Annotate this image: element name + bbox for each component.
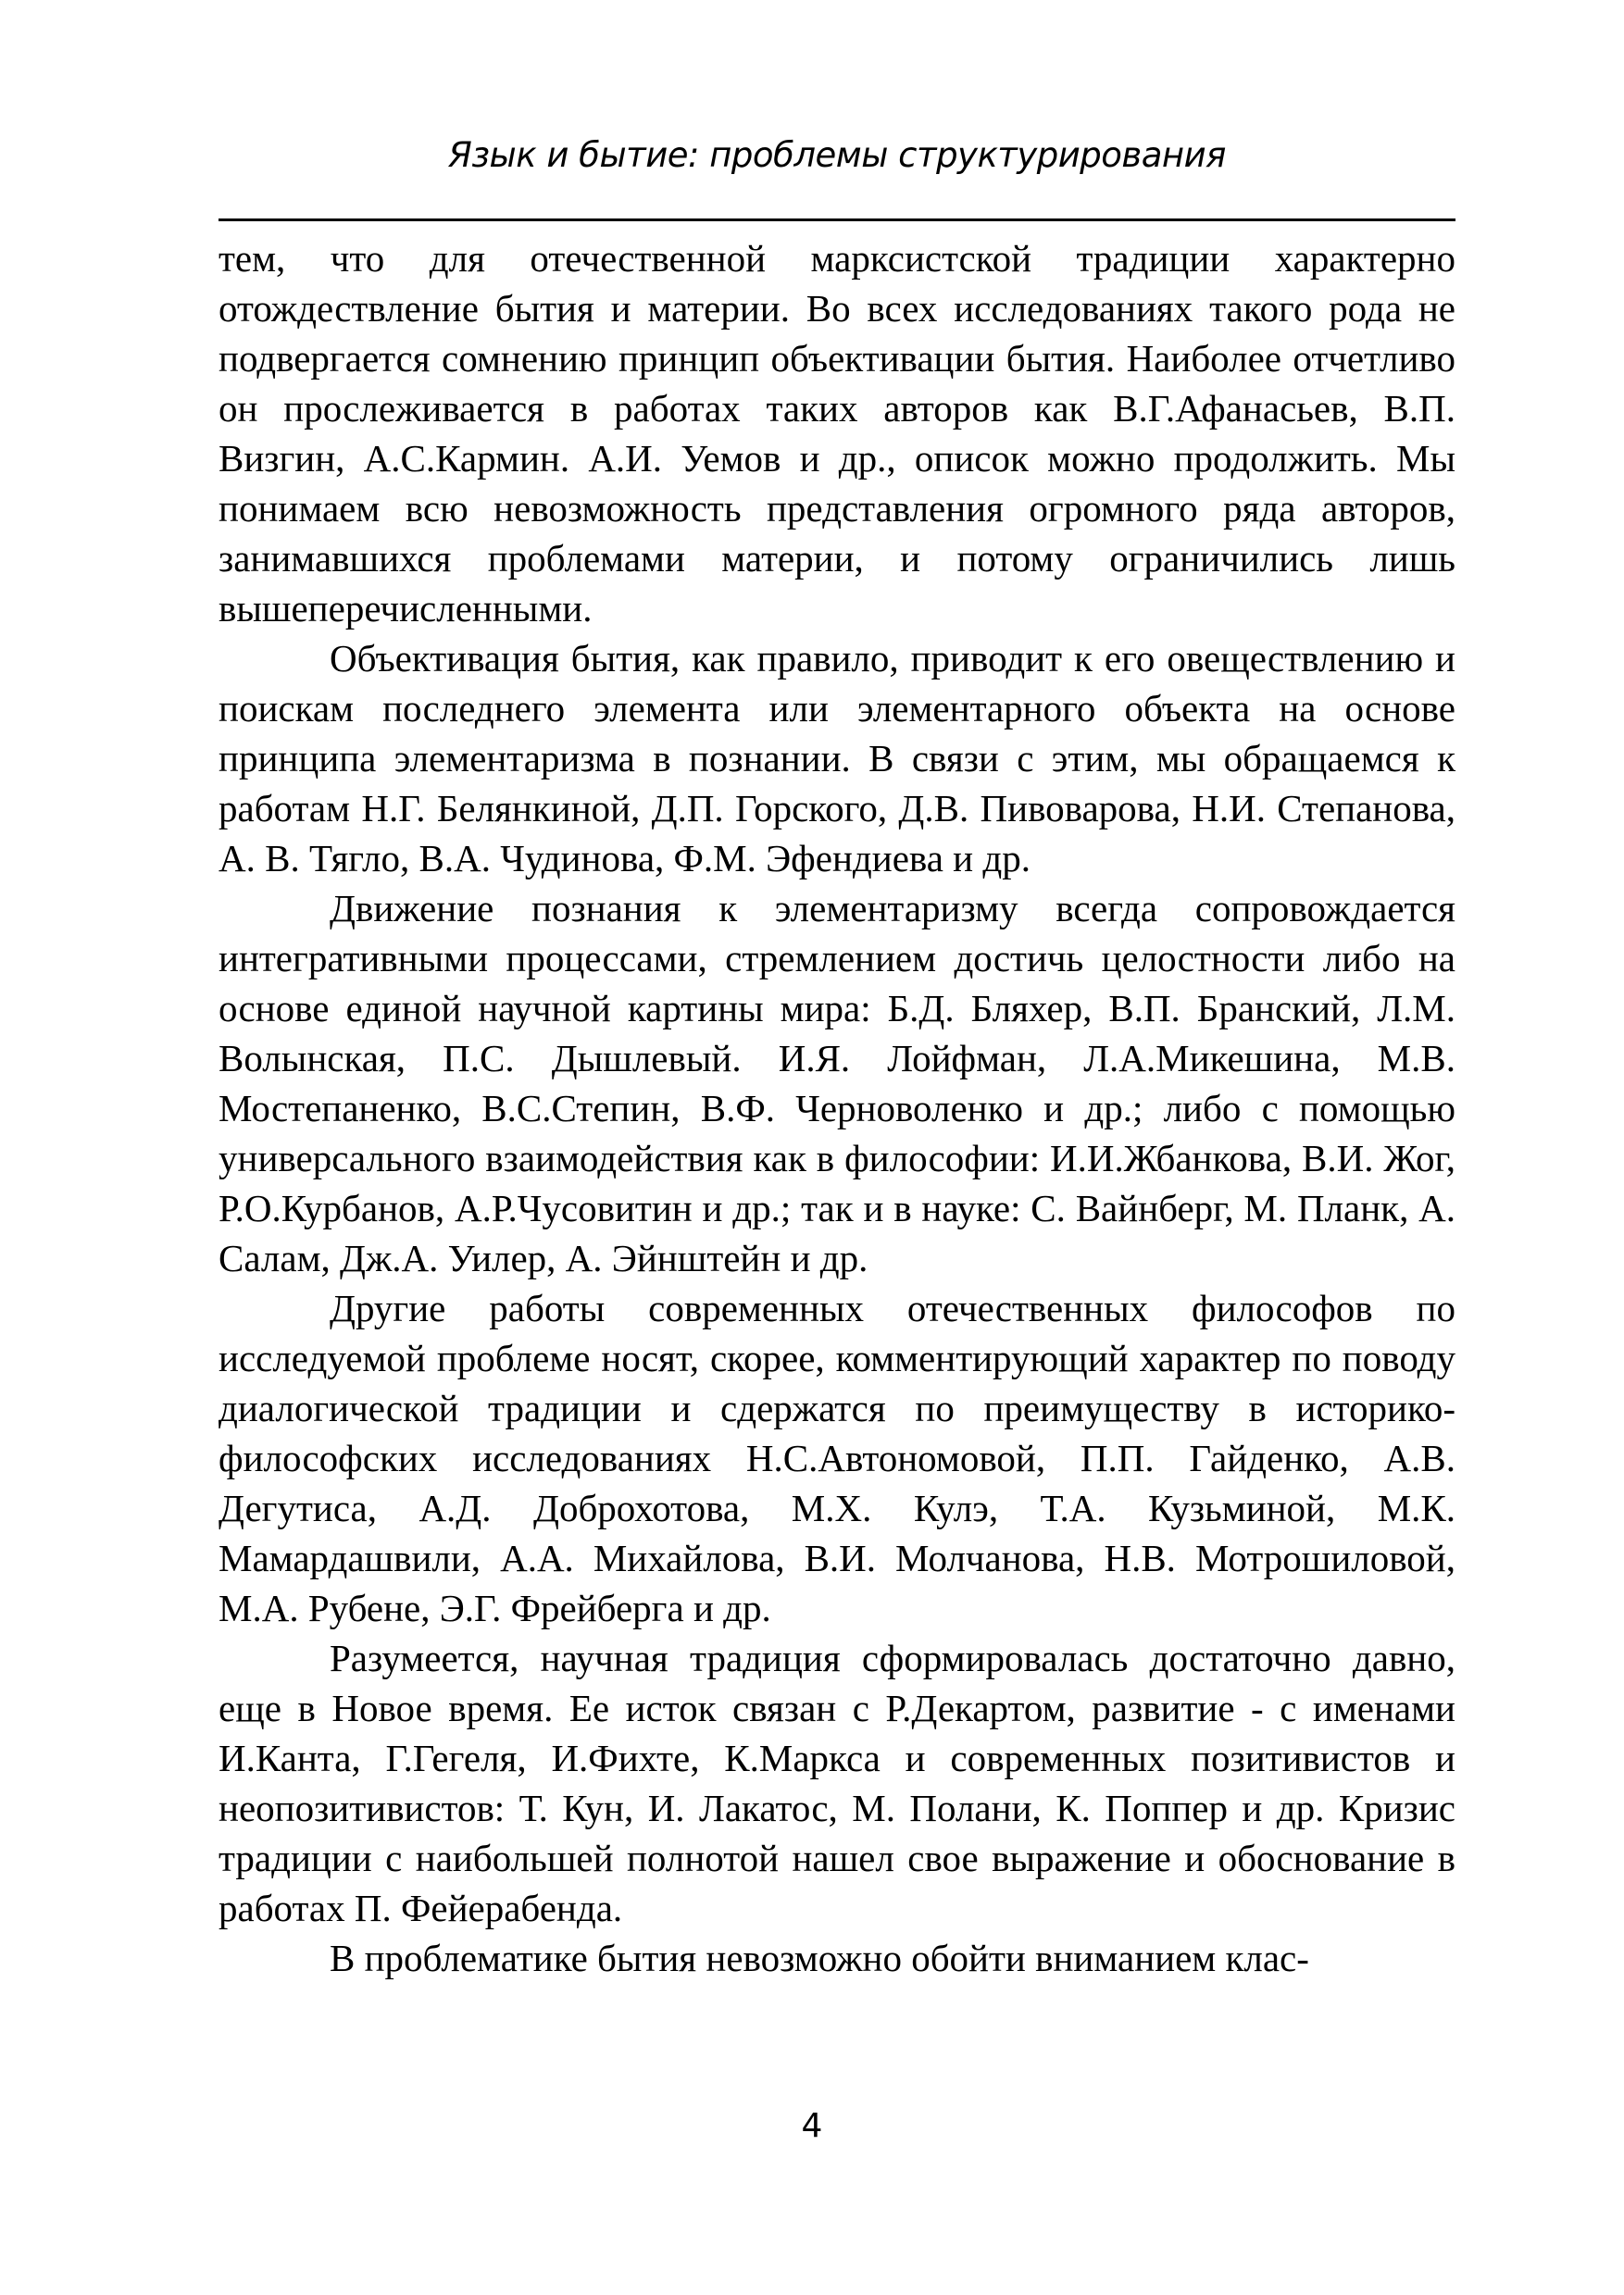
page-number: 4 [801, 2107, 823, 2145]
paragraph: Разумеется, научная традиция сформировалась достаточно давно, еще в Новое время. Ее исток связан с Р.Декартом, развитие - с именами И.Канта, Г.Гегеля, И.Фихте, К.Маркса и современных позитивистов и неопозитивистов: Т. Кун, И. Лакатос, М. Полани, К. Поппер и др. Кризис традиции с наибольшей полнотой нашел свое выражение и обоснование в работах П. Фейерабенда. [219, 1637, 1455, 1929]
header-divider [219, 218, 1455, 221]
paragraph: Движение познания к элементаризму всегда сопровождается интегративными процессами, стремлением достичь целостности либо на основе единой научной картины мира: Б.Д. Бляхер, В.П. Бранский, Л.М. Волынская, П.С. Дышлевый. И.Я. Лойфман, Л.А.Микешина, М.В. Мостепаненко, В.С.Степин, В.Ф. Черноволенко и др.; либо с помощью универсального взаимодействия как в философии: И.И.Жбанкова, В.И. Жог, Р.О.Курбанов, А.Р.Чусовитин и др.; так и в науке: С. Вайнберг, М. Планк, А. Салам, Дж.А. Уилер, А. Эйнштейн и др. [219, 887, 1455, 1279]
paragraph: Другие работы современных отечественных философов по исследуемой проблеме носят, скорее, комментирующий характер по поводу диалогической традиции и сдержатся по преимуществу в историко-философских исследованиях Н.С.Автономовой, П.П. Гайденко, А.В. Дегутиса, А.Д. Доброхотова, М.Х. Кулэ, Т.А. Кузьминой, М.К. Мамардашвили, А.А. Михайлова, В.И. Молчанова, Н.В. Мотрошиловой, М.А. Рубене, Э.Г. Фрейберга и др. [219, 1287, 1455, 1629]
paragraph: В проблематике бытия невозможно обойти вниманием клас- [330, 1937, 1309, 1979]
paragraph: Объективация бытия, как правило, приводит к его овеществлению и поискам последнего элемента или элементарного объекта на основе принципа элементаризма в познании. В связи с этим, мы обращаемся к работам Н.Г. Белянкиной, Д.П. Горского, Д.В. Пивоварова, Н.И. Степанова, А. В. Тягло, В.А. Чудинова, Ф.М. Эфендиева и др. [219, 637, 1455, 879]
main-text [219, 233, 1455, 1983]
running-header-title: Язык и бытие: проблемы структурирования [448, 135, 1226, 175]
paragraph: тем, что для отечественной марксистской традиции характерно отождествление бытия и материи. Во всех исследованиях такого рода не подвергается сомнению принцип объективации бытия. Наиболее отчетливо он прослеживается в работах таких авторов как В.Г.Афанасьев, В.П. Визгин, А.С.Кармин. А.И. Уемов и др., описок можно продолжить. Мы понимаем всю невозможность представления огромного ряда авторов, занимавшихся проблемами материи, и потому ограничились лишь вышеперечисленными. [219, 237, 1455, 630]
